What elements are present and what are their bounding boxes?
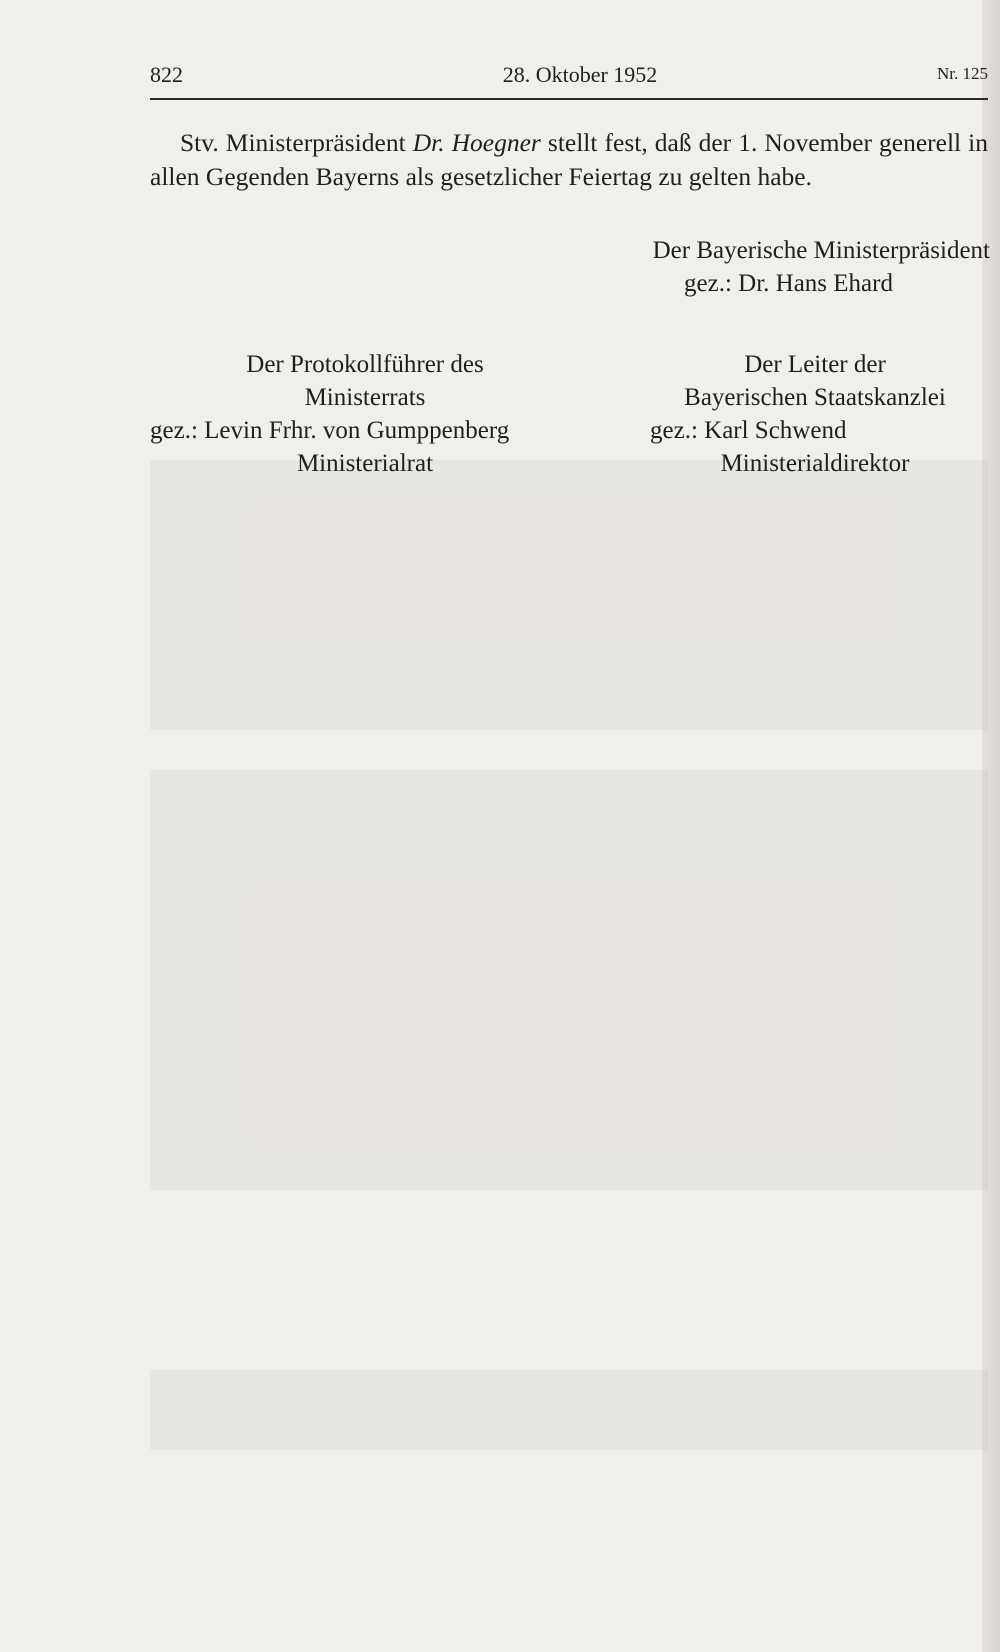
- staatskanzlei-name: gez.: Karl Schwend: [650, 417, 847, 444]
- protokoll-name: gez.: Levin Frhr. von Gumppenberg: [150, 417, 510, 444]
- paragraph-start: Stv. Ministerpräsident: [180, 128, 413, 157]
- protokoll-title-line2: Ministerrats: [304, 384, 426, 411]
- show-through-region: [150, 460, 988, 730]
- running-header: [150, 62, 988, 100]
- protokoll-title-line1: Der Protokollführer des: [246, 351, 484, 378]
- staatskanzlei-rank: Ministerialdirektor: [720, 450, 910, 477]
- issue-number: Nr. 125: [937, 64, 988, 83]
- protokoll-rank: Ministerialrat: [296, 450, 434, 477]
- signature-staatskanzlei: [650, 348, 980, 480]
- header-date: 28. Oktober 1952: [502, 62, 658, 87]
- show-through-region: [150, 770, 988, 1190]
- staatskanzlei-title-line1: Der Leiter der: [744, 351, 886, 378]
- header-rule: [150, 98, 988, 100]
- signature-protokollfuehrer: [150, 348, 580, 480]
- staatskanzlei-title-line2: Bayerischen Staatskanzlei: [684, 384, 946, 411]
- paragraph-end: stellt fest, daß der 1. November generell in allen Gegenden Bayerns als gesetzlicher Feiertag zu gelten habe.: [150, 128, 988, 191]
- president-name: gez.: Dr. Hans Ehard: [684, 270, 893, 297]
- paragraph-name: Dr. Hoegner: [412, 128, 541, 157]
- signature-president: [590, 234, 990, 300]
- body-paragraph: [150, 126, 988, 194]
- page-number: 822: [150, 62, 183, 87]
- show-through-region: [150, 1370, 988, 1450]
- president-title: Der Bayerische Ministerpräsident: [652, 237, 990, 264]
